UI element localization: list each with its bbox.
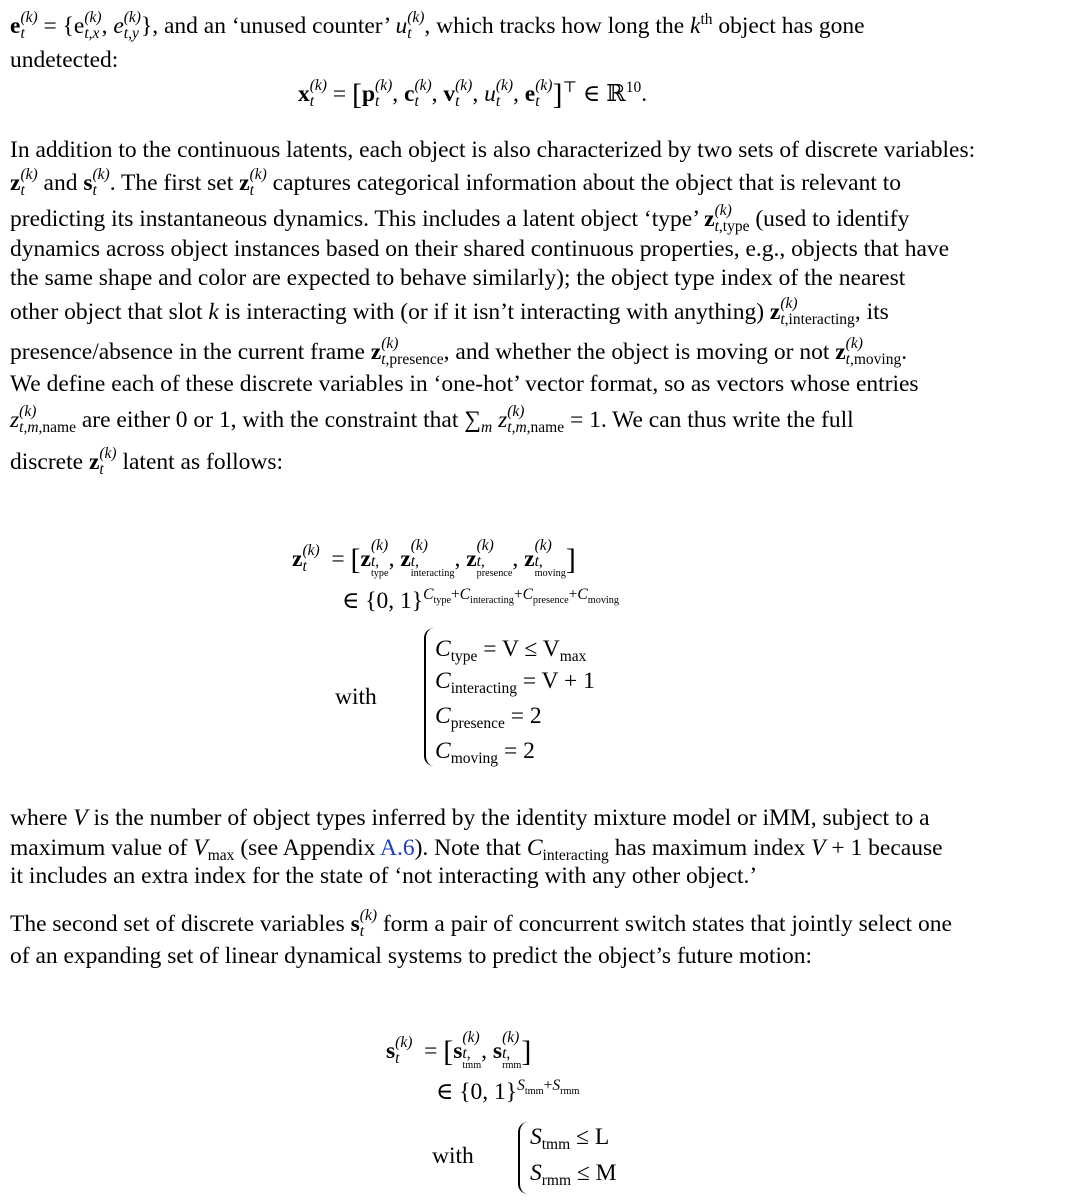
paragraph-intro: e (k) t = {e (k) t,x , e (k) t,y }, and an ‘unused counter’ u (k) t , which tracks how long the $k^{th}$ object has gone — [10, 9, 865, 42]
paragraph-imm: where V is the number of object types inferred by the identity mixture model or iMM, subject to a maximum value of $V_{max}$ (see Appendix A.6). Note that $C_{interacting}$ has maximum index V + 1 because it includes an extra index for the state of ‘not interacting with any other object.’ — [10, 805, 943, 889]
paragraph-discrete-latents: In addition to the continuous latents, each object is also characterized by two sets of discrete variables: z (k) t and s (k) t . The first set z (k) t captures categorical information about the object that is relevant to predicting its instantaneous dynamics. This includes a latent object ‘type’ z (k) t,type (used to identify dynamics across object instances based on their shared continuous properties, e.g., objects that have the same shape and color are expected to behave similarly); the object type index of the nearest other object that slot k is interacting with (or if it isn’t interacting with anything) z (k) t,interacting , its presence/absence in the current frame z (k) t,presence , and whether the object is moving or not z (k) t,moving . We define each of these discrete variables in ‘one-hot’ vector format, so as vectors whose entries z (k) t,m,name are either 0 or 1, with the constraint that $\sum_m$ z (k) t,m,name = 1. We can thus write the full discrete z (k) t latent as follows: — [10, 137, 976, 478]
text-unused-counter: , and an ‘unused counter’ — [152, 13, 396, 39]
text-tracks: , which tracks how long the — [424, 13, 691, 39]
text-gone: object has gone — [712, 13, 865, 39]
text-undetected: undetected: — [10, 47, 119, 73]
symbol-e: e — [10, 13, 21, 39]
symbol-u: u — [395, 13, 408, 39]
paragraph-switch-states: The second set of discrete variables s (k) t form a pair of concurrent switch states that jointly select one of an expanding set of linear dynamical systems to predict the object’s future motion: — [10, 907, 952, 969]
equation-x: x (k) t = [p (k) t , c (k) t , v (k) t , u (k) t , e (k) t ]⊤ ∈ ℝ$^{10}$. — [298, 77, 648, 111]
set-e: {e — [62, 13, 85, 39]
appendix-link[interactable]: A.6 — [379, 835, 415, 861]
